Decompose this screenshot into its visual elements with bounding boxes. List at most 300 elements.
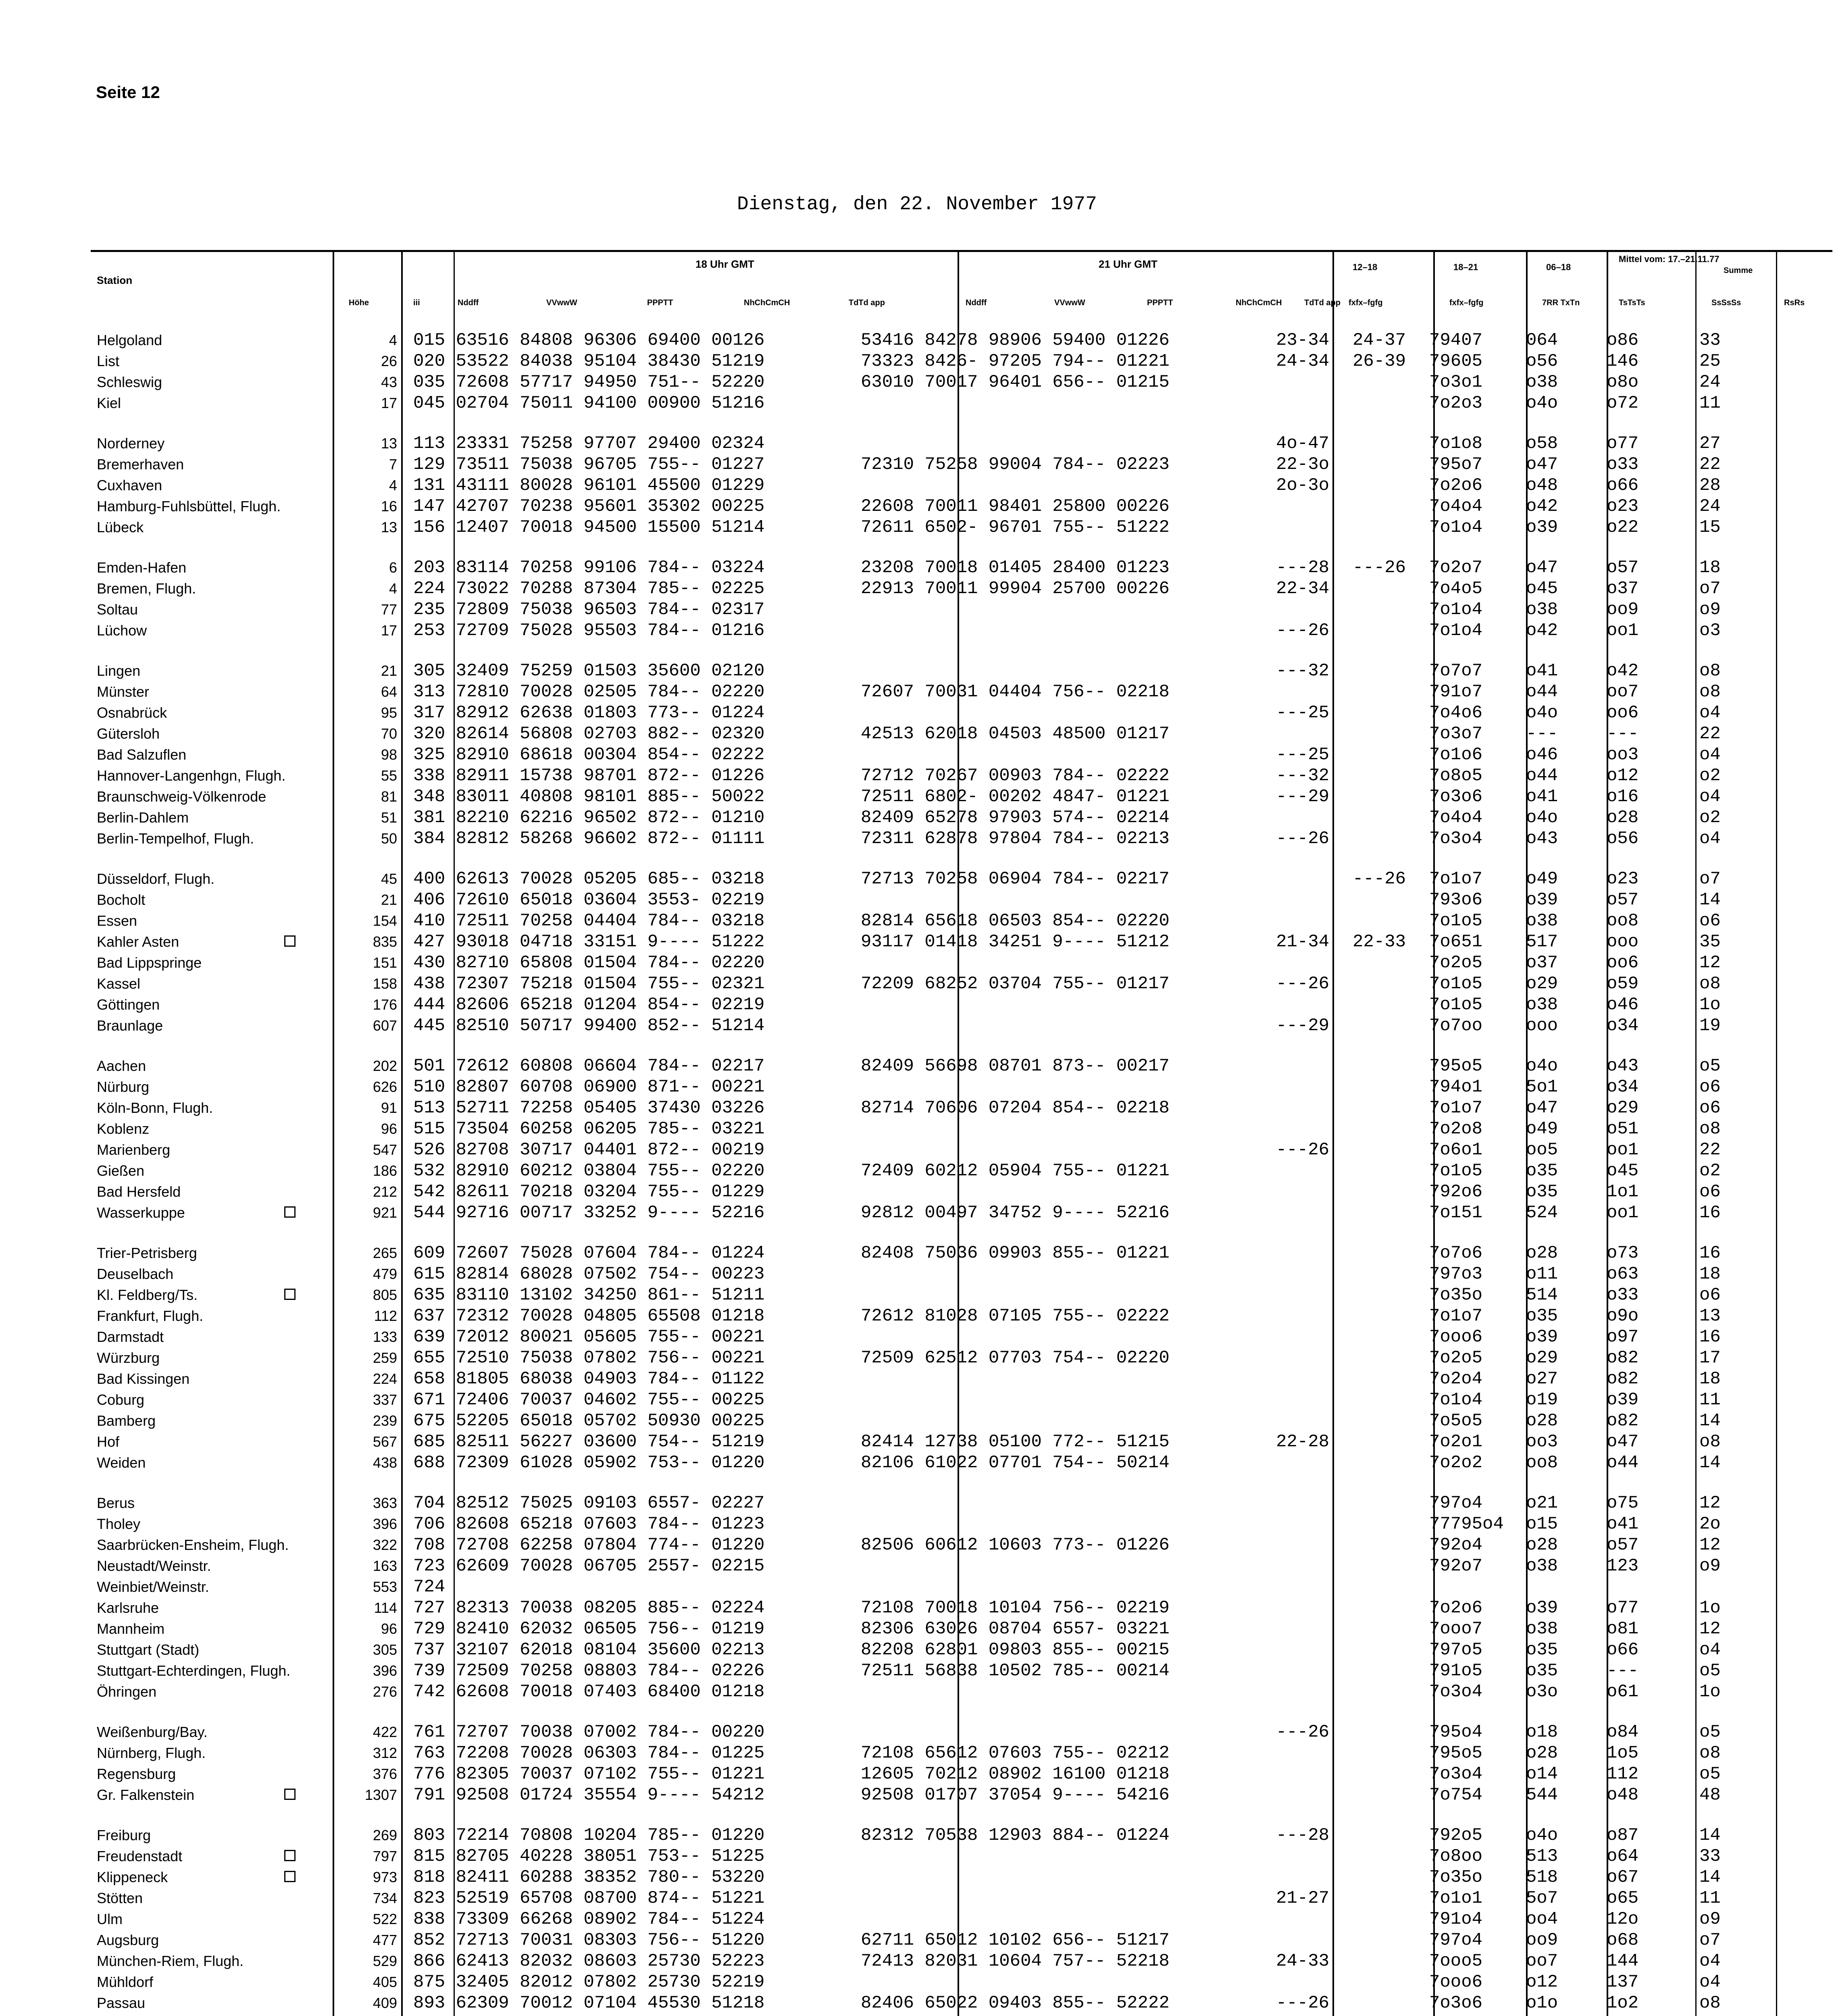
wind-12-18: 24-33 <box>1276 1951 1330 1971</box>
station-height: 96 <box>381 1120 397 1137</box>
precip-temp-06-18: 7ooo6 <box>1429 1327 1483 1347</box>
table-row <box>91 1889 1832 1908</box>
table-row <box>91 331 1832 350</box>
sunshine-sum: o56 <box>1607 829 1639 849</box>
obs-21-gmt: 82506 60612 10603 773-- 01226 <box>861 1535 1170 1555</box>
table-row <box>91 1556 1832 1576</box>
precip-temp-06-18: 7o7o6 <box>1429 1243 1483 1263</box>
obs-18-gmt: 803 72214 70808 10204 785-- 01220 <box>413 1825 765 1845</box>
open-square-icon <box>284 1871 296 1882</box>
observation-table <box>91 250 1834 2016</box>
obs-18-gmt: 438 72307 75218 01504 755-- 02321 <box>413 974 765 994</box>
precip-sum: o9 <box>1699 1909 1721 1929</box>
precip-temp-06-18: 79605 <box>1429 351 1483 371</box>
precip-sum: o4 <box>1699 1972 1721 1992</box>
obs-18-gmt: 131 43111 80028 96101 45500 01229 <box>413 475 765 496</box>
mean-temp: 518 <box>1526 1867 1558 1887</box>
station-height: 154 <box>373 912 397 929</box>
obs-21-gmt: 82106 61022 07701 754-- 50214 <box>861 1453 1170 1473</box>
mean-temp: o35 <box>1526 1661 1558 1681</box>
station-name: Aachen <box>97 1058 146 1074</box>
precip-sum: 24 <box>1699 496 1721 516</box>
obs-18-gmt: 313 72810 70028 02505 784-- 02220 <box>413 682 765 702</box>
mean-temp: o29 <box>1526 1348 1558 1368</box>
sunshine-sum: o57 <box>1607 890 1639 910</box>
table-row <box>91 1577 1832 1597</box>
table-row <box>91 1453 1832 1472</box>
open-square-icon <box>284 1206 296 1218</box>
station-height: 312 <box>373 1745 397 1761</box>
station-name: Frankfurt, Flugh. <box>97 1308 204 1324</box>
station-name: Bad Hersfeld <box>97 1183 181 1200</box>
station-height: 269 <box>373 1827 397 1843</box>
table-row <box>91 1077 1832 1097</box>
mean-temp: o43 <box>1526 829 1558 849</box>
precip-sum: 16 <box>1699 1203 1721 1223</box>
obs-18-gmt: 427 93018 04718 33151 9---- 51222 <box>413 932 765 952</box>
sunshine-sum: o65 <box>1607 1888 1639 1908</box>
obs-18-gmt: 729 82410 62032 06505 756-- 01219 <box>413 1619 765 1639</box>
obs-18-gmt: 875 32405 82012 07802 25730 52219 <box>413 1972 765 1992</box>
sunshine-sum: o48 <box>1607 1785 1639 1805</box>
precip-temp-06-18: 791o5 <box>1429 1661 1483 1681</box>
station-height: 409 <box>373 1995 397 2011</box>
station-name: Berus <box>97 1495 135 1511</box>
obs-18-gmt: 317 82912 62638 01803 773-- 01224 <box>413 703 765 723</box>
station-height: 26 <box>381 353 397 369</box>
mean-temp: o14 <box>1526 1764 1558 1784</box>
precip-temp-06-18: 7o3o7 <box>1429 724 1483 744</box>
mean-temp: o35 <box>1526 1161 1558 1181</box>
station-name: List <box>97 353 120 369</box>
wind-18-21: ---26 <box>1353 869 1406 889</box>
table-row <box>91 974 1832 993</box>
station-height: 522 <box>373 1911 397 1927</box>
precip-temp-06-18: 7o1o4 <box>1429 517 1483 537</box>
precip-temp-06-18: 7o5o5 <box>1429 1411 1483 1431</box>
station-height: 6 <box>389 559 397 576</box>
precip-sum: 33 <box>1699 1846 1721 1866</box>
station-name: Osnabrück <box>97 704 167 721</box>
station-name: Koblenz <box>97 1120 150 1137</box>
obs-21-gmt: 12605 70212 08902 16100 01218 <box>861 1764 1170 1784</box>
precip-temp-06-18: 7o4o6 <box>1429 703 1483 723</box>
table-row <box>91 1682 1832 1702</box>
precip-temp-06-18: 7o1o5 <box>1429 974 1483 994</box>
precip-temp-06-18: 7o754 <box>1429 1785 1483 1805</box>
station-name: Augsburg <box>97 1932 159 1948</box>
precip-sum: o6 <box>1699 1098 1721 1118</box>
precip-temp-06-18: 795o7 <box>1429 454 1483 475</box>
table-row <box>91 1016 1832 1035</box>
precip-sum: 1o <box>1699 995 1721 1015</box>
sunshine-sum: 1o5 <box>1607 1743 1639 1763</box>
station-name: Weinbiet/Weinstr. <box>97 1579 209 1595</box>
station-name: Kl. Feldberg/Ts. <box>97 1287 198 1303</box>
station-height: 363 <box>373 1495 397 1511</box>
precip-temp-06-18: 7o151 <box>1429 1203 1483 1223</box>
station-height: 438 <box>373 1454 397 1471</box>
station-height: 305 <box>373 1641 397 1658</box>
table-row <box>91 869 1832 889</box>
precip-sum: o5 <box>1699 1764 1721 1784</box>
sunshine-sum: o12 <box>1607 766 1639 786</box>
station-name: Helgoland <box>97 332 162 348</box>
station-height: 547 <box>373 1141 397 1158</box>
station-name: Lübeck <box>97 519 144 535</box>
obs-21-gmt: 72509 62512 07703 754-- 02220 <box>861 1348 1170 1368</box>
station-height: 4 <box>389 477 397 494</box>
table-row <box>91 1661 1832 1681</box>
station-height: 265 <box>373 1245 397 1261</box>
station-height: 133 <box>373 1329 397 1345</box>
obs-18-gmt: 815 82705 40228 38051 753-- 51225 <box>413 1846 765 1866</box>
precip-temp-06-18: 795o5 <box>1429 1743 1483 1763</box>
precip-sum: o9 <box>1699 600 1721 620</box>
sunshine-sum: o28 <box>1607 808 1639 828</box>
station-height: 55 <box>381 767 397 784</box>
obs-18-gmt: 742 62608 70018 07403 68400 01218 <box>413 1682 765 1702</box>
sunshine-sum: o82 <box>1607 1348 1639 1368</box>
mean-temp: o47 <box>1526 454 1558 475</box>
subheader-18-4: TdTd app <box>849 298 885 307</box>
wind-12-18: ---26 <box>1276 829 1330 849</box>
sunshine-sum: oo8 <box>1607 911 1639 931</box>
precip-sum: 14 <box>1699 1825 1721 1845</box>
table-row <box>91 558 1832 577</box>
precip-sum: o8 <box>1699 1432 1721 1452</box>
obs-18-gmt: 224 73022 70288 87304 785-- 02225 <box>413 579 765 599</box>
obs-18-gmt: 444 82606 65218 01204 854-- 02219 <box>413 995 765 1015</box>
mean-temp: o28 <box>1526 1535 1558 1555</box>
precip-sum: 2o <box>1699 1514 1721 1534</box>
table-row <box>91 911 1832 931</box>
station-height: 1307 <box>364 1787 397 1803</box>
station-height: 114 <box>374 1599 397 1616</box>
mean-temp: o3o <box>1526 1682 1558 1702</box>
precip-temp-06-18: 7o2o5 <box>1429 1348 1483 1368</box>
table-row <box>91 621 1832 640</box>
table-row <box>91 1535 1832 1555</box>
station-height: 322 <box>373 1537 397 1553</box>
precip-sum: o7 <box>1699 1930 1721 1950</box>
wind-12-18: ---25 <box>1276 703 1330 723</box>
station-name: Würzburg <box>97 1350 160 1366</box>
sunshine-sum: o39 <box>1607 1390 1639 1410</box>
obs-21-gmt: 82414 12738 05100 772-- 51215 <box>861 1432 1170 1452</box>
table-row <box>91 1722 1832 1742</box>
obs-18-gmt: 501 72612 60808 06604 784-- 02217 <box>413 1056 765 1076</box>
obs-18-gmt: 791 92508 01724 35554 9---- 54212 <box>413 1785 765 1805</box>
obs-18-gmt: 609 72607 75028 07604 784-- 01224 <box>413 1243 765 1263</box>
mean-temp: 5o7 <box>1526 1888 1558 1908</box>
sunshine-sum: o57 <box>1607 1535 1639 1555</box>
station-name: Kassel <box>97 975 141 992</box>
precip-sum: 19 <box>1699 1016 1721 1036</box>
precip-temp-06-18: 7o1o7 <box>1429 1098 1483 1118</box>
sunshine-sum: o72 <box>1607 393 1639 413</box>
sunshine-sum: oo1 <box>1607 621 1639 641</box>
sunshine-sum: o73 <box>1607 1243 1639 1263</box>
station-height: 276 <box>373 1683 397 1700</box>
precip-temp-06-18: 7o3o4 <box>1429 1764 1483 1784</box>
precip-temp-06-18: 7o3o4 <box>1429 829 1483 849</box>
subheader-right-2: 7RR TxTn <box>1542 298 1580 307</box>
table-row <box>91 1264 1832 1284</box>
station-height: 212 <box>373 1183 397 1200</box>
mean-temp: o41 <box>1526 661 1558 681</box>
precip-temp-06-18: 792o5 <box>1429 1825 1483 1845</box>
mean-temp: o47 <box>1526 1098 1558 1118</box>
station-height: 77 <box>381 601 397 618</box>
station-height: 151 <box>373 954 397 971</box>
obs-21-gmt: 72409 60212 05904 755-- 01221 <box>861 1161 1170 1181</box>
precip-sum: 35 <box>1699 932 1721 952</box>
precip-sum: 12 <box>1699 1493 1721 1513</box>
precip-sum: o2 <box>1699 766 1721 786</box>
station-name: Braunlage <box>97 1017 163 1034</box>
mean-temp: o46 <box>1526 745 1558 765</box>
station-height: 81 <box>381 788 397 805</box>
station-name: Saarbrücken-Ensheim, Flugh. <box>97 1537 289 1553</box>
header-obs18: 18 Uhr GMT <box>695 258 754 270</box>
mean-temp: o44 <box>1526 682 1558 702</box>
station-name: Marienberg <box>97 1141 171 1158</box>
precip-sum: 12 <box>1699 1619 1721 1639</box>
table-row <box>91 1764 1832 1784</box>
sunshine-sum: o63 <box>1607 1264 1639 1284</box>
sunshine-sum: o68 <box>1607 1930 1639 1950</box>
mean-temp: o12 <box>1526 1972 1558 1992</box>
precip-temp-06-18: 7o4o5 <box>1429 579 1483 599</box>
obs-18-gmt: 348 83011 40808 98101 885-- 50022 <box>413 787 765 807</box>
table-row <box>91 497 1832 516</box>
precip-sum: o6 <box>1699 911 1721 931</box>
table-row <box>91 1785 1832 1805</box>
precip-temp-06-18: 7o1o6 <box>1429 745 1483 765</box>
sunshine-sum: 123 <box>1607 1556 1639 1576</box>
precip-sum: 11 <box>1699 393 1721 413</box>
precip-sum: o8 <box>1699 974 1721 994</box>
precip-temp-06-18: 792o6 <box>1429 1182 1483 1202</box>
wind-12-18: 21-27 <box>1276 1888 1330 1908</box>
table-row <box>91 1743 1832 1763</box>
precip-sum: 24 <box>1699 372 1721 392</box>
obs-18-gmt: 015 63516 84808 96306 69400 00126 <box>413 330 765 350</box>
station-height: 50 <box>381 830 397 847</box>
subheader-right-3: TsTsTs <box>1619 298 1645 307</box>
station-name: Regensburg <box>97 1766 176 1782</box>
station-height: 7 <box>389 456 397 473</box>
precip-sum: o7 <box>1699 579 1721 599</box>
station-height: 158 <box>373 975 397 992</box>
obs-18-gmt: 035 72608 57717 94950 751-- 52220 <box>413 372 765 392</box>
precip-sum: o2 <box>1699 1161 1721 1181</box>
precip-temp-06-18: 7o1o4 <box>1429 621 1483 641</box>
sunshine-sum: o9o <box>1607 1306 1639 1326</box>
precip-temp-06-18: 791o4 <box>1429 1909 1483 1929</box>
precip-temp-06-18: 792o7 <box>1429 1556 1483 1576</box>
station-height: 13 <box>381 435 397 452</box>
mean-temp: o41 <box>1526 787 1558 807</box>
open-square-icon <box>284 1289 296 1300</box>
station-name: Tholey <box>97 1516 141 1532</box>
table-row <box>91 808 1832 827</box>
mean-temp: 514 <box>1526 1285 1558 1305</box>
obs-21-gmt: 72108 65612 07603 755-- 02212 <box>861 1743 1170 1763</box>
station-height: 17 <box>381 622 397 639</box>
subheader-18-0: Nddff <box>458 298 479 307</box>
station-name: Lingen <box>97 662 141 679</box>
mean-temp: ooo <box>1526 1016 1558 1036</box>
wind-18-21: 22-33 <box>1353 932 1406 952</box>
precip-sum: o4 <box>1699 703 1721 723</box>
precip-sum: 15 <box>1699 517 1721 537</box>
sunshine-sum: 12o <box>1607 1909 1639 1929</box>
subheader-right-5: RsRs <box>1784 298 1805 307</box>
mean-temp: o15 <box>1526 1514 1558 1534</box>
obs-18-gmt: 526 82708 30717 04401 872-- 00219 <box>413 1140 765 1160</box>
mean-temp: oo8 <box>1526 1453 1558 1473</box>
precip-temp-06-18: 7o2o4 <box>1429 1369 1483 1389</box>
obs-21-gmt: 42513 62018 04503 48500 01217 <box>861 724 1170 744</box>
precip-temp-06-18: 7o7o7 <box>1429 661 1483 681</box>
obs-18-gmt: 706 82608 65218 07603 784-- 01223 <box>413 1514 765 1534</box>
obs-18-gmt: 724 <box>413 1577 445 1597</box>
obs-18-gmt: 544 92716 00717 33252 9---- 52216 <box>413 1203 765 1223</box>
sunshine-sum: o86 <box>1607 330 1639 350</box>
sunshine-sum: o87 <box>1607 1825 1639 1845</box>
station-name: Weiden <box>97 1454 146 1471</box>
precip-sum: 11 <box>1699 1888 1721 1908</box>
sunshine-sum: --- <box>1607 1661 1639 1681</box>
station-height: 396 <box>373 1516 397 1532</box>
obs-21-gmt: 72511 6802- 00202 4847- 01221 <box>861 787 1170 807</box>
mean-temp: oo3 <box>1526 1432 1558 1452</box>
station-height: 43 <box>381 374 397 390</box>
table-row <box>91 476 1832 495</box>
mean-temp: o42 <box>1526 496 1558 516</box>
precip-sum: o7 <box>1699 869 1721 889</box>
station-height: 64 <box>381 683 397 700</box>
mean-temp: o39 <box>1526 1327 1558 1347</box>
precip-temp-06-18: 7o6o1 <box>1429 1140 1483 1160</box>
station-height: 921 <box>373 1204 397 1221</box>
sunshine-sum: 112 <box>1607 1764 1639 1784</box>
station-height: 202 <box>373 1058 397 1074</box>
obs-18-gmt: 688 72309 61028 05902 753-- 01220 <box>413 1453 765 1473</box>
table-row <box>91 1098 1832 1118</box>
obs-21-gmt: 22913 70011 99904 25700 00226 <box>861 579 1170 599</box>
obs-18-gmt: 020 53522 84038 95104 38430 51219 <box>413 351 765 371</box>
sunshine-sum: o64 <box>1607 1846 1639 1866</box>
table-row <box>91 724 1832 744</box>
sunshine-sum: o51 <box>1607 1119 1639 1139</box>
station-height: 626 <box>373 1079 397 1095</box>
sunshine-sum: o23 <box>1607 869 1639 889</box>
obs-18-gmt: 639 72012 80021 05605 755-- 00221 <box>413 1327 765 1347</box>
table-row <box>91 1369 1832 1389</box>
station-height: 529 <box>373 1953 397 1969</box>
sunshine-sum: o75 <box>1607 1493 1639 1513</box>
mean-temp: o4o <box>1526 808 1558 828</box>
mean-temp: o4o <box>1526 1056 1558 1076</box>
station-height: 70 <box>381 725 397 742</box>
table-row <box>91 1243 1832 1263</box>
obs-18-gmt: 445 82510 50717 99400 852-- 51214 <box>413 1016 765 1036</box>
table-row <box>91 1056 1832 1076</box>
station-name: Klippeneck <box>97 1869 168 1885</box>
subheader-18-1: VVwwW <box>546 298 577 307</box>
station-height: 95 <box>381 704 397 721</box>
sunshine-sum: oo6 <box>1607 953 1639 973</box>
wind-12-18: ---26 <box>1276 621 1330 641</box>
station-height: 21 <box>381 891 397 908</box>
obs-18-gmt: 147 42707 70238 95601 35302 00225 <box>413 496 765 516</box>
precip-sum: 22 <box>1699 454 1721 475</box>
obs-21-gmt: 82409 56698 08701 873-- 00217 <box>861 1056 1170 1076</box>
station-name: Schleswig <box>97 374 162 390</box>
station-name: Darmstadt <box>97 1329 164 1345</box>
precip-temp-06-18: 7o3o6 <box>1429 1993 1483 2013</box>
station-height: 98 <box>381 746 397 763</box>
precip-sum: o5 <box>1699 1661 1721 1681</box>
mean-temp: o4o <box>1526 1825 1558 1845</box>
precip-sum: o8 <box>1699 1743 1721 1763</box>
obs-18-gmt: 739 72509 70258 08803 784-- 02226 <box>413 1661 765 1681</box>
obs-18-gmt: 675 52205 65018 05702 50930 00225 <box>413 1411 765 1431</box>
mean-temp: o11 <box>1526 1264 1558 1284</box>
precip-temp-06-18: 7o3o1 <box>1429 372 1483 392</box>
mean-temp: 5o1 <box>1526 1077 1558 1097</box>
obs-21-gmt: 22608 70011 98401 25800 00226 <box>861 496 1170 516</box>
station-name: Norderney <box>97 435 165 452</box>
precip-temp-06-18: 797o5 <box>1429 1640 1483 1660</box>
wind-18-21: 24-37 <box>1353 330 1406 350</box>
station-height: 163 <box>373 1558 397 1574</box>
sunshine-sum: ooo <box>1607 932 1639 952</box>
station-height: 91 <box>381 1100 397 1116</box>
precip-sum: 17 <box>1699 1348 1721 1368</box>
table-row <box>91 995 1832 1014</box>
station-name: Trier-Petrisberg <box>97 1245 197 1261</box>
precip-sum: 33 <box>1699 330 1721 350</box>
precip-sum: 16 <box>1699 1327 1721 1347</box>
station-name: Lüchow <box>97 622 147 639</box>
obs-18-gmt: 866 62413 82032 08603 25730 52223 <box>413 1951 765 1971</box>
wind-18-21: 26-39 <box>1353 351 1406 371</box>
sunshine-sum: o29 <box>1607 1098 1639 1118</box>
precip-sum: o4 <box>1699 1640 1721 1660</box>
sunshine-sum: o47 <box>1607 1432 1639 1452</box>
wind-12-18: ---26 <box>1276 1722 1330 1742</box>
precip-sum: o5 <box>1699 1722 1721 1742</box>
precip-sum: 27 <box>1699 433 1721 454</box>
station-height: 422 <box>373 1724 397 1740</box>
table-row <box>91 455 1832 474</box>
precip-temp-06-18: 792o4 <box>1429 1535 1483 1555</box>
precip-temp-06-18: 7ooo6 <box>1429 1972 1483 1992</box>
open-square-icon <box>284 935 296 947</box>
sunshine-sum: 1o1 <box>1607 1182 1639 1202</box>
wind-12-18: 22-3o <box>1276 454 1330 475</box>
obs-21-gmt: 82306 63026 08704 6557- 03221 <box>861 1619 1170 1639</box>
obs-21-gmt: 82312 70538 12903 884-- 01224 <box>861 1825 1170 1845</box>
obs-18-gmt: 852 72713 70031 08303 756-- 51220 <box>413 1930 765 1950</box>
sunshine-sum: o61 <box>1607 1682 1639 1702</box>
header-station: Station <box>97 274 133 286</box>
obs-18-gmt: 635 83110 13102 34250 861-- 51211 <box>413 1285 765 1305</box>
